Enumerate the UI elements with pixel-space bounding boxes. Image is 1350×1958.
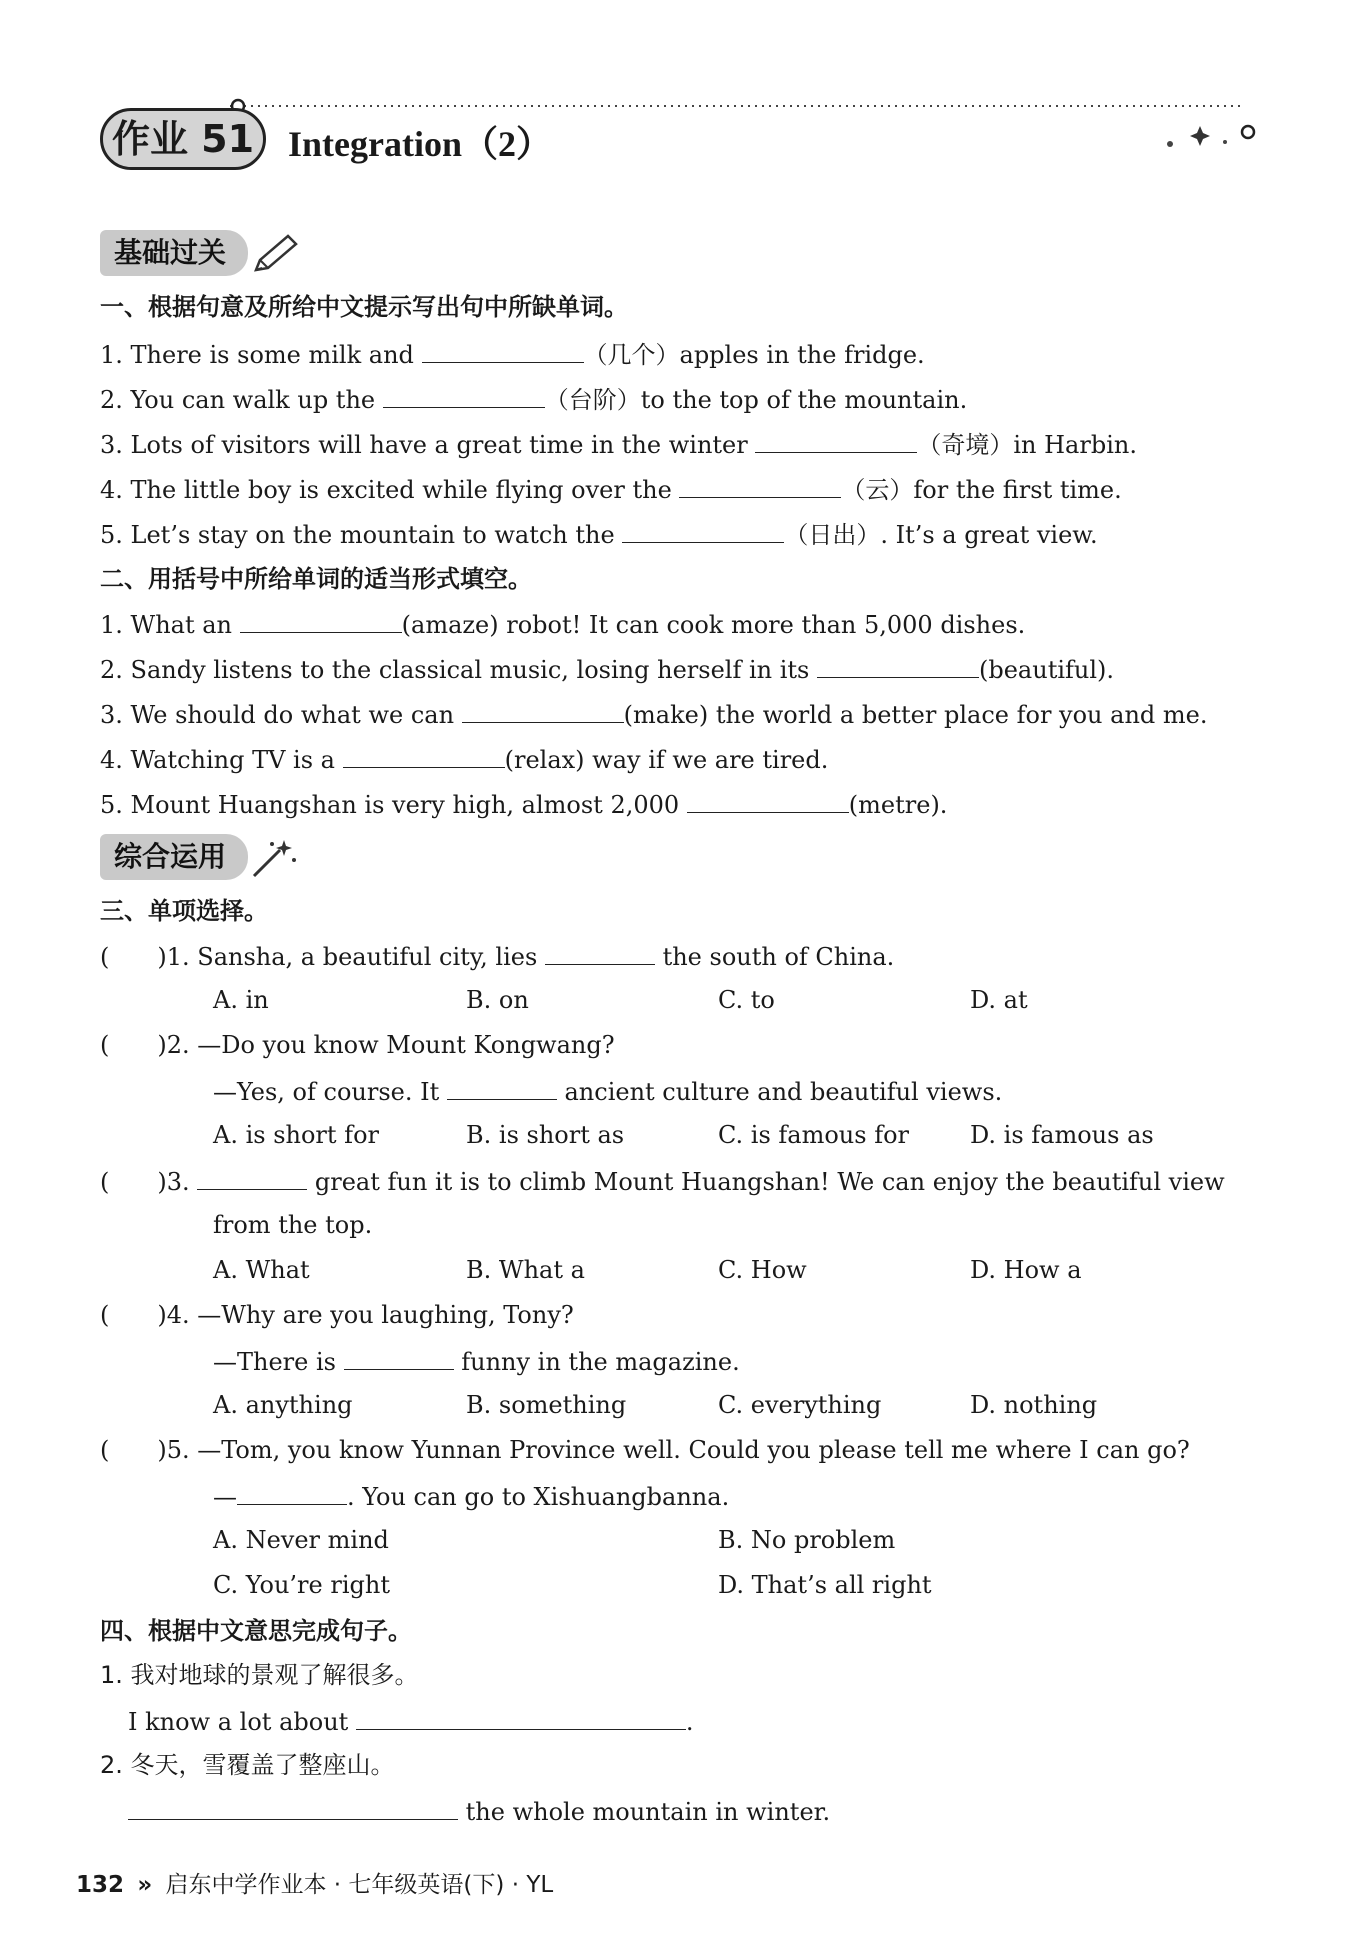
answer-blank[interactable] <box>462 698 624 723</box>
question-text: —Yes, of course. It <box>213 1078 447 1106</box>
option-d[interactable]: D. That’s all right <box>718 1571 932 1599</box>
section-tag-basics: 基础过关 <box>100 230 248 276</box>
option-a[interactable]: A. What <box>213 1256 310 1284</box>
item-text: 4. The little boy is excited while flying over the <box>100 476 680 504</box>
mc-question-1 <box>100 940 894 972</box>
part4-item-2-chinese: 2. 冬天，雪覆盖了整座山。 <box>100 1751 395 1779</box>
item-text: the whole mountain in winter. <box>458 1798 831 1826</box>
option-a[interactable]: A. Never mind <box>213 1526 389 1554</box>
option-d[interactable]: D. nothing <box>970 1391 1098 1419</box>
mc-question-4-reply <box>213 1345 740 1377</box>
mc-question-5-reply <box>213 1480 729 1512</box>
mc-question-4: ( )4. —Why are you laughing, Tony? <box>100 1301 574 1329</box>
item-text: I know a lot about <box>128 1708 356 1736</box>
part2-item-1 <box>100 608 1025 640</box>
option-b[interactable]: B. What a <box>466 1256 585 1284</box>
answer-blank[interactable] <box>622 518 784 543</box>
mc-question-2: ( )2. —Do you know Mount Kongwang? <box>100 1031 615 1059</box>
part1-item-5 <box>100 518 1098 550</box>
part4-item-1-english <box>128 1705 694 1737</box>
item-text: （台阶）to the top of the mountain. <box>544 386 968 414</box>
question-text: ancient culture and beautiful views. <box>556 1078 1003 1106</box>
option-b[interactable]: B. is short as <box>466 1121 625 1149</box>
mc-question-5: ( )5. —Tom, you know Yunnan Province well. Could you please tell me where I can go? <box>100 1436 1190 1464</box>
question-text: the south of China. <box>654 943 895 971</box>
part4-item-1-chinese: 1. 我对地球的景观了解很多。 <box>100 1661 419 1689</box>
part2-item-5 <box>100 788 947 820</box>
answer-blank[interactable] <box>344 1345 454 1370</box>
item-text: 4. Watching TV is a <box>100 746 343 774</box>
question-text: funny in the magazine. <box>453 1348 740 1376</box>
item-text: （几个）apples in the fridge. <box>583 341 925 369</box>
item-text: 5. Let’s stay on the mountain to watch the <box>100 521 623 549</box>
answer-blank[interactable] <box>422 338 584 363</box>
option-a[interactable]: A. in <box>213 986 269 1014</box>
option-c[interactable]: C. is famous for <box>718 1121 909 1149</box>
part1-heading: 一、根据句意及所给中文提示写出句中所缺单词。 <box>100 293 628 321</box>
item-text: (relax) way if we are tired. <box>504 746 829 774</box>
item-text: 3. Lots of visitors will have a great time in the winter <box>100 431 756 459</box>
option-d[interactable]: D. at <box>970 986 1028 1014</box>
item-text: （奇境）in Harbin. <box>917 431 1137 459</box>
homework-number-badge: 作业 51 <box>100 108 266 170</box>
answer-blank[interactable] <box>356 1705 686 1730</box>
sparkle-wand-icon <box>250 836 300 880</box>
part1-item-4 <box>100 473 1122 505</box>
option-a[interactable]: A. is short for <box>213 1121 379 1149</box>
answer-blank[interactable] <box>383 383 545 408</box>
section-tag-application: 综合运用 <box>100 834 248 880</box>
book-title: 启东中学作业本 · 七年级英语(下) · YL <box>165 1872 554 1898</box>
option-a[interactable]: A. anything <box>213 1391 353 1419</box>
answer-blank[interactable] <box>237 1480 347 1505</box>
part3-heading: 三、单项选择。 <box>100 897 268 925</box>
part1-item-2 <box>100 383 967 415</box>
answer-blank[interactable] <box>545 940 655 965</box>
part2-item-3 <box>100 698 1207 730</box>
question-text: ( )1. Sansha, a beautiful city, lies <box>100 943 545 971</box>
item-text: 1. What an <box>100 611 240 639</box>
question-text: —There is <box>213 1348 344 1376</box>
question-text: great fun it is to climb Mount Huangshan! We can enjoy the beautiful view <box>307 1168 1225 1196</box>
item-text: . <box>685 1708 694 1736</box>
item-text: 1. There is some milk and <box>100 341 422 369</box>
option-c[interactable]: C. everything <box>718 1391 882 1419</box>
part4-heading: 四、根据中文意思完成句子。 <box>100 1617 412 1645</box>
item-text: （云）for the first time. <box>841 476 1122 504</box>
answer-blank[interactable] <box>197 1165 307 1190</box>
part2-heading: 二、用括号中所给单词的适当形式填空。 <box>100 565 532 593</box>
item-text: (make) the world a better place for you and me. <box>623 701 1208 729</box>
item-text: 2. Sandy listens to the classical music, losing herself in its <box>100 656 817 684</box>
option-d[interactable]: D. is famous as <box>970 1121 1154 1149</box>
part2-item-4 <box>100 743 828 775</box>
part1-item-3 <box>100 428 1137 460</box>
item-text: （日出）. It’s a great view. <box>784 521 1098 549</box>
option-d[interactable]: D. How a <box>970 1256 1082 1284</box>
part2-item-2 <box>100 653 1114 685</box>
answer-blank[interactable] <box>687 788 849 813</box>
item-text: 2. You can walk up the <box>100 386 383 414</box>
mc-question-2-reply <box>213 1075 1002 1107</box>
item-text: 3. We should do what we can <box>100 701 462 729</box>
question-text: ( )3. <box>100 1168 198 1196</box>
page-number: 132 <box>76 1872 125 1898</box>
answer-blank[interactable] <box>240 608 402 633</box>
answer-blank[interactable] <box>343 743 505 768</box>
item-text: (amaze) robot! It can cook more than 5,000 dishes. <box>401 611 1026 639</box>
option-c[interactable]: C. How <box>718 1256 807 1284</box>
option-b[interactable]: B. something <box>466 1391 627 1419</box>
option-b[interactable]: B. No problem <box>718 1526 896 1554</box>
option-c[interactable]: C. You’re right <box>213 1571 390 1599</box>
item-text: 5. Mount Huangshan is very high, almost 2,000 <box>100 791 687 819</box>
mc-question-3 <box>100 1165 1225 1197</box>
option-b[interactable]: B. on <box>466 986 529 1014</box>
option-c[interactable]: C. to <box>718 986 775 1014</box>
answer-blank[interactable] <box>447 1075 557 1100</box>
question-text: — <box>213 1483 237 1511</box>
pencil-icon <box>250 232 300 276</box>
part1-item-1 <box>100 338 925 370</box>
part4-item-2-english <box>128 1795 830 1827</box>
answer-blank[interactable] <box>128 1795 458 1820</box>
answer-blank[interactable] <box>817 653 979 678</box>
mc-question-3-cont: from the top. <box>213 1211 373 1239</box>
item-text: (metre). <box>848 791 948 819</box>
double-chevron-icon: » <box>137 1872 153 1898</box>
question-text: . You can go to Xishuangbanna. <box>347 1483 730 1511</box>
item-text: (beautiful). <box>979 656 1115 684</box>
page-title: Integration（2） <box>288 124 552 164</box>
answer-blank[interactable] <box>679 473 841 498</box>
page-footer <box>76 1866 553 1899</box>
answer-blank[interactable] <box>755 428 917 453</box>
